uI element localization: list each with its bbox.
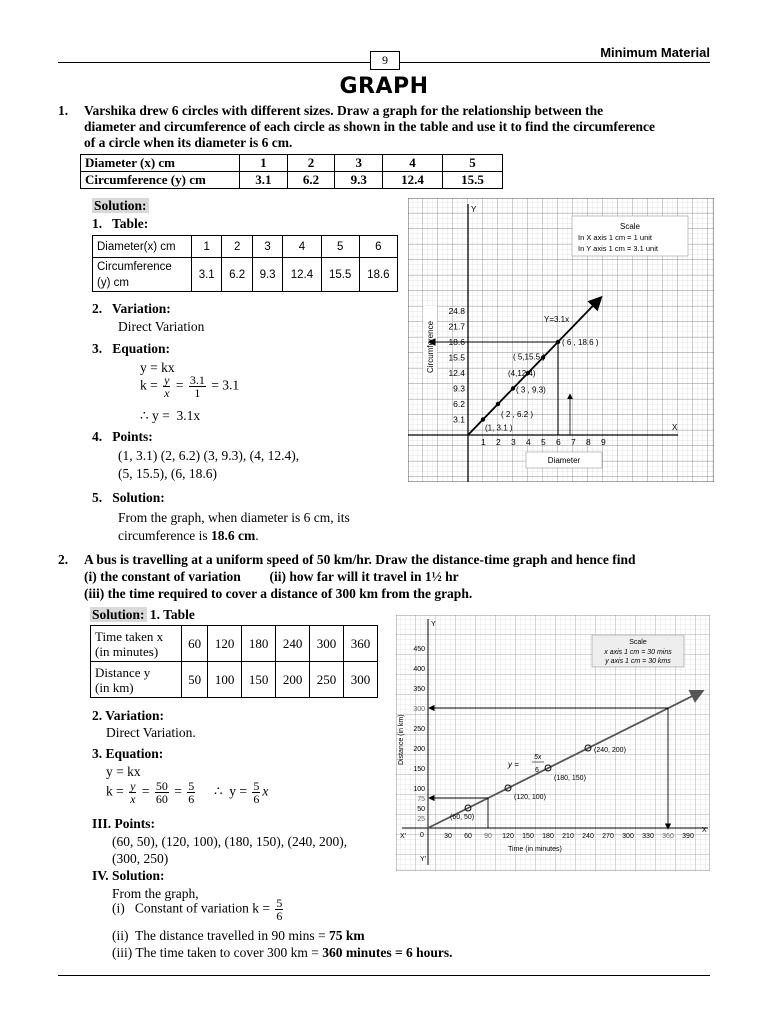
y-tick-label: 250 [413, 726, 425, 733]
table-cell: 9.3 [252, 258, 282, 292]
table-cell: 1 [192, 236, 222, 258]
table-cell: 5 [443, 155, 503, 172]
table-cell: 3.1 [240, 172, 288, 189]
table-cell: 50 [182, 662, 208, 698]
y-tick-label: 50 [417, 806, 425, 813]
q2-table [90, 625, 378, 698]
x-tick-label: 2 [496, 437, 501, 447]
data-point-label: ( 5,15.5 ) [513, 352, 546, 362]
data-point-label: (1, 3.1 ) [485, 423, 513, 433]
cell-line: Circumference [97, 260, 172, 273]
y-tick-label: 15.5 [448, 352, 465, 363]
table-cell: Diameter (x) cm [81, 155, 240, 172]
scale-line: In Y axis 1 cm = 3.1 unit [578, 244, 658, 253]
x-tick-label: 210 [562, 833, 574, 840]
y-tick-label: 3.1 [453, 414, 465, 425]
q1-eq-line1: y = kx [140, 360, 175, 375]
x-tick-label: 360 [662, 833, 674, 840]
y-tick-label: 12.4 [448, 368, 465, 378]
denominator: 6 [276, 909, 283, 923]
data-point-label: (4,12.4) [508, 369, 536, 378]
scale-title: Scale [619, 222, 641, 231]
x-tick-label: 120 [502, 833, 514, 840]
table-cell: Diameter(x) cm [93, 236, 192, 258]
y-tick-label: 400 [413, 666, 425, 673]
scale-line: x axis 1 cm = 30 mins [604, 649, 672, 656]
x-tick-label: 150 [522, 833, 534, 840]
data-point-label: ( 6 , 18.6 ) [562, 338, 599, 347]
q2-sol-ii [112, 928, 365, 944]
y-tick-label: 21.7 [448, 321, 465, 332]
q2-points-heading: III. Points: [92, 816, 156, 831]
q2-part-i: (i) the constant of variation [84, 569, 241, 584]
footer-rule [58, 975, 710, 976]
answer: 360 minutes = 6 hours. [322, 945, 453, 960]
data-point-label: ( 3 , 9.3) [516, 385, 546, 395]
data-point-label: (240, 200) [594, 747, 626, 754]
fraction [187, 780, 195, 805]
table-cell: 250 [310, 662, 344, 698]
q2-points-line1: (60, 50), (120, 100), (180, 150), (240, 200), [112, 834, 348, 849]
answer: 75 km [328, 928, 365, 943]
x-axis-letter: X [672, 423, 678, 432]
y-tick-label: 6.2 [453, 399, 465, 409]
y-axis-letter: Y [471, 205, 477, 214]
q2-text-line2 [84, 569, 459, 585]
table-cell: 12.4 [383, 172, 443, 189]
text: circumference is [118, 528, 211, 543]
y-tick-label: 24.8 [448, 306, 465, 316]
table-row [91, 662, 378, 698]
table-cell: 2 [287, 155, 335, 172]
y-tick-label: 100 [413, 786, 425, 793]
fraction [189, 374, 206, 399]
numerator: 50 [155, 779, 168, 793]
table-cell: 9.3 [335, 172, 383, 189]
table-row [81, 155, 503, 172]
data-point-label: (120, 100) [514, 794, 546, 801]
denominator: 6 [188, 792, 195, 806]
table-cell: 12.4 [283, 258, 321, 292]
table-cell: 4 [283, 236, 321, 258]
q2-sol-iii [112, 945, 453, 961]
q2-text-line3: (iii) the time required to cover a distance of 300 km from the graph. [84, 586, 473, 601]
y-tick-label: 75 [417, 796, 425, 803]
scale-title: Scale [629, 639, 647, 646]
fraction [155, 780, 169, 805]
fraction [129, 780, 136, 805]
x-tick-label: 180 [542, 833, 554, 840]
x-tick-label: 3 [511, 437, 516, 447]
data-point-label: ( 2 , 6.2 ) [501, 410, 534, 419]
q2-eq-k: k = $\frac{y}{x}$ = $\frac{50}{60}$ = $\frac{5}{6}$ ∴ y = $\frac{5}{6}$ x [106, 779, 269, 806]
q2-variation-text: Direct Variation. [106, 725, 196, 740]
q2-points-line2: (300, 250) [112, 851, 169, 866]
data-point [511, 386, 515, 390]
eq-x: x [262, 783, 269, 799]
x-tick-label: 60 [464, 833, 472, 840]
table-row [81, 172, 503, 189]
numerator: y [164, 373, 170, 387]
table-cell: 180 [242, 626, 276, 662]
table-cell: 15.5 [443, 172, 503, 189]
table-cell: 1 [240, 155, 288, 172]
q1-graph [408, 198, 714, 482]
series-line-label: 5x [534, 754, 542, 761]
table-cell: 3 [252, 236, 282, 258]
denominator: 1 [194, 386, 201, 400]
table-row [93, 258, 398, 292]
table-cell [91, 662, 182, 698]
q1-table-heading: 1. Table: [92, 216, 149, 231]
eq-result: = 3.1 [211, 377, 240, 393]
table-cell: 6.2 [222, 258, 252, 292]
q1-points-heading: 4. Points: [92, 429, 153, 444]
y-tick-label: 350 [413, 686, 425, 693]
numerator: y [130, 779, 136, 793]
scale-line: In X axis 1 cm = 1 unit [578, 233, 652, 242]
q1-given-table [80, 154, 503, 189]
table-cell: Circumference (y) cm [81, 172, 240, 189]
x-axis-label: Time (in minutes) [508, 846, 562, 853]
table-cell: 300 [344, 662, 378, 698]
y-tick-label: 150 [413, 766, 425, 773]
y-tick-label: 18.6 [448, 337, 465, 347]
table-row [93, 236, 398, 258]
origin-label: 0 [420, 832, 424, 839]
fraction [163, 374, 170, 399]
x-tick-label: 8 [586, 437, 591, 447]
table-cell: 5 [321, 236, 359, 258]
table-cell: 4 [383, 155, 443, 172]
q1-text-line: Varshika drew 6 circles with different sizes. Draw a graph for the relationship between the [84, 103, 604, 118]
y-axis-letter: Y [431, 621, 436, 628]
x-tick-label: 270 [602, 833, 614, 840]
numerator: 5 [253, 779, 260, 793]
fraction [275, 897, 283, 922]
table-cell: 150 [242, 662, 276, 698]
x-tick-label: 330 [642, 833, 654, 840]
q2-solution-label: Solution: [92, 607, 145, 622]
table-cell: 200 [276, 662, 310, 698]
y-neg-letter: Y' [420, 856, 427, 863]
series-line-label: y = [508, 760, 519, 769]
table-cell: 2 [222, 236, 252, 258]
data-point [556, 340, 560, 344]
denominator: 6 [253, 792, 260, 806]
q2-text-line1: A bus is travelling at a uniform speed of 50 km/hr. Draw the distance-time graph and hence find [84, 552, 636, 567]
q1-variation-text: Direct Variation [118, 319, 205, 334]
eq-k-label: k = [140, 377, 158, 393]
table-cell [93, 258, 192, 292]
eq-k-label: k = [106, 783, 124, 799]
y-tick-label: 9.3 [453, 383, 465, 394]
x-tick-label: 9 [601, 437, 606, 447]
text: (i) Constant of variation k = [112, 900, 270, 916]
fraction [252, 780, 260, 805]
x-tick-label: 240 [582, 833, 594, 840]
q1-number: 1. [58, 103, 69, 118]
cell-line: (in minutes) [95, 643, 159, 659]
x-tick-label: 5 [541, 437, 546, 447]
q1-solution-label: Solution: [94, 198, 147, 213]
q1-points-line1: (1, 3.1) (2, 6.2) (3, 9.3), (4, 12.4), [118, 448, 300, 463]
table-row [91, 626, 378, 662]
data-point [481, 417, 485, 421]
q2-number: 2. [58, 552, 69, 567]
q2-sol-line1: From the graph, [112, 886, 199, 901]
y-axis-label: Distance (in km) [398, 714, 405, 765]
q2-graph [396, 615, 710, 871]
table-cell: 300 [310, 626, 344, 662]
q2-eq-line1: y = kx [106, 764, 141, 779]
text: . [255, 528, 259, 543]
header-right-title: Minimum Material [600, 45, 710, 60]
scale-line: y axis 1 cm = 30 kms [605, 658, 671, 665]
x-tick-label: 7 [571, 437, 576, 447]
x-tick-label: 4 [526, 437, 531, 447]
q1-solution-line2 [118, 528, 259, 544]
table-cell [91, 626, 182, 662]
q1-variation-heading: 2. Variation: [92, 301, 171, 316]
q1-equation-heading: 3. Equation: [92, 341, 171, 356]
data-point [496, 402, 500, 406]
table-cell: 18.6 [359, 258, 397, 292]
q2-solution-heading-row [90, 607, 195, 623]
x-axis-label: Diameter [547, 456, 581, 465]
q1-solution-table [92, 235, 398, 292]
table-cell: 6.2 [287, 172, 335, 189]
denominator: x [130, 792, 136, 806]
q2-variation-heading: 2. Variation: [92, 708, 165, 723]
cell-line: Distance y [95, 664, 151, 680]
data-point-label: (180, 150) [554, 775, 586, 782]
table-cell: 100 [208, 662, 242, 698]
denominator: x [164, 386, 170, 400]
x-axis-letter: X [702, 827, 707, 834]
x-tick-label: 90 [484, 833, 492, 840]
x-tick-label: 30 [444, 833, 452, 840]
y-tick-label: 450 [413, 646, 425, 653]
cell-line: Time taken x [95, 628, 164, 644]
numerator: 3.1 [189, 373, 205, 387]
q1-eq-final: ∴ y = 3.1x [140, 408, 201, 423]
q1-solution-line1: From the graph, when diameter is 6 cm, its [118, 510, 350, 525]
q1-eq-k: k = $\frac{y}{x}$ = $\frac{3.1}{1}$ = 3.1 [140, 373, 240, 400]
x-tick-label: 390 [682, 833, 694, 840]
text: (iii) The time taken to cover 300 km = [112, 945, 323, 960]
q2-sol-i [112, 897, 285, 922]
eq-therefore: ∴ y = [213, 783, 248, 799]
y-tick-label: 25 [417, 816, 425, 823]
x-tick-label: 1 [481, 437, 486, 447]
x-tick-label: 6 [556, 437, 561, 447]
page-title: GRAPH [339, 74, 429, 99]
cell-line: (in km) [95, 679, 134, 695]
y-tick-label: 300 [413, 706, 425, 713]
table-cell: 60 [182, 626, 208, 662]
table-cell: 3 [335, 155, 383, 172]
numerator: 5 [188, 779, 195, 793]
q1-text [84, 103, 714, 151]
y-axis-label: Circumference [426, 320, 435, 373]
q1-text-line: diameter and circumference of each circle as shown in the table and use it to find the circumference [84, 119, 656, 134]
table-cell: 120 [208, 626, 242, 662]
table-cell: 6 [359, 236, 397, 258]
answer: 18.6 cm [210, 528, 256, 543]
table-cell: 240 [276, 626, 310, 662]
table-cell: 360 [344, 626, 378, 662]
page-number: 9 [370, 51, 400, 70]
q1-solution-heading: 5. Solution: [92, 490, 165, 505]
q1-points-line2: (5, 15.5), (6, 18.6) [118, 466, 217, 481]
numerator: 5 [276, 896, 283, 910]
x-neg-letter: X' [400, 833, 407, 840]
table-cell: 3.1 [192, 258, 222, 292]
table-cell: 15.5 [321, 258, 359, 292]
cell-line: (y) cm [97, 276, 129, 289]
series-line-label: Y=3.1x [544, 315, 570, 324]
q2-table-heading: 1. Table [149, 607, 195, 622]
q1-text-line: of a circle when its diameter is 6 cm. [84, 135, 293, 150]
q2-solution-heading: IV. Solution: [92, 868, 165, 883]
series-line-label: 6 [535, 767, 539, 774]
denominator: 60 [155, 792, 168, 806]
x-tick-label: 300 [622, 833, 634, 840]
text: (ii) The distance travelled in 90 mins = [112, 928, 329, 943]
q2-part-ii: (ii) how far will it travel in 1½ hr [269, 569, 459, 584]
data-point-label: (60, 50) [450, 814, 475, 821]
y-tick-label: 200 [413, 746, 425, 753]
q2-equation-heading: 3. Equation: [92, 746, 164, 761]
